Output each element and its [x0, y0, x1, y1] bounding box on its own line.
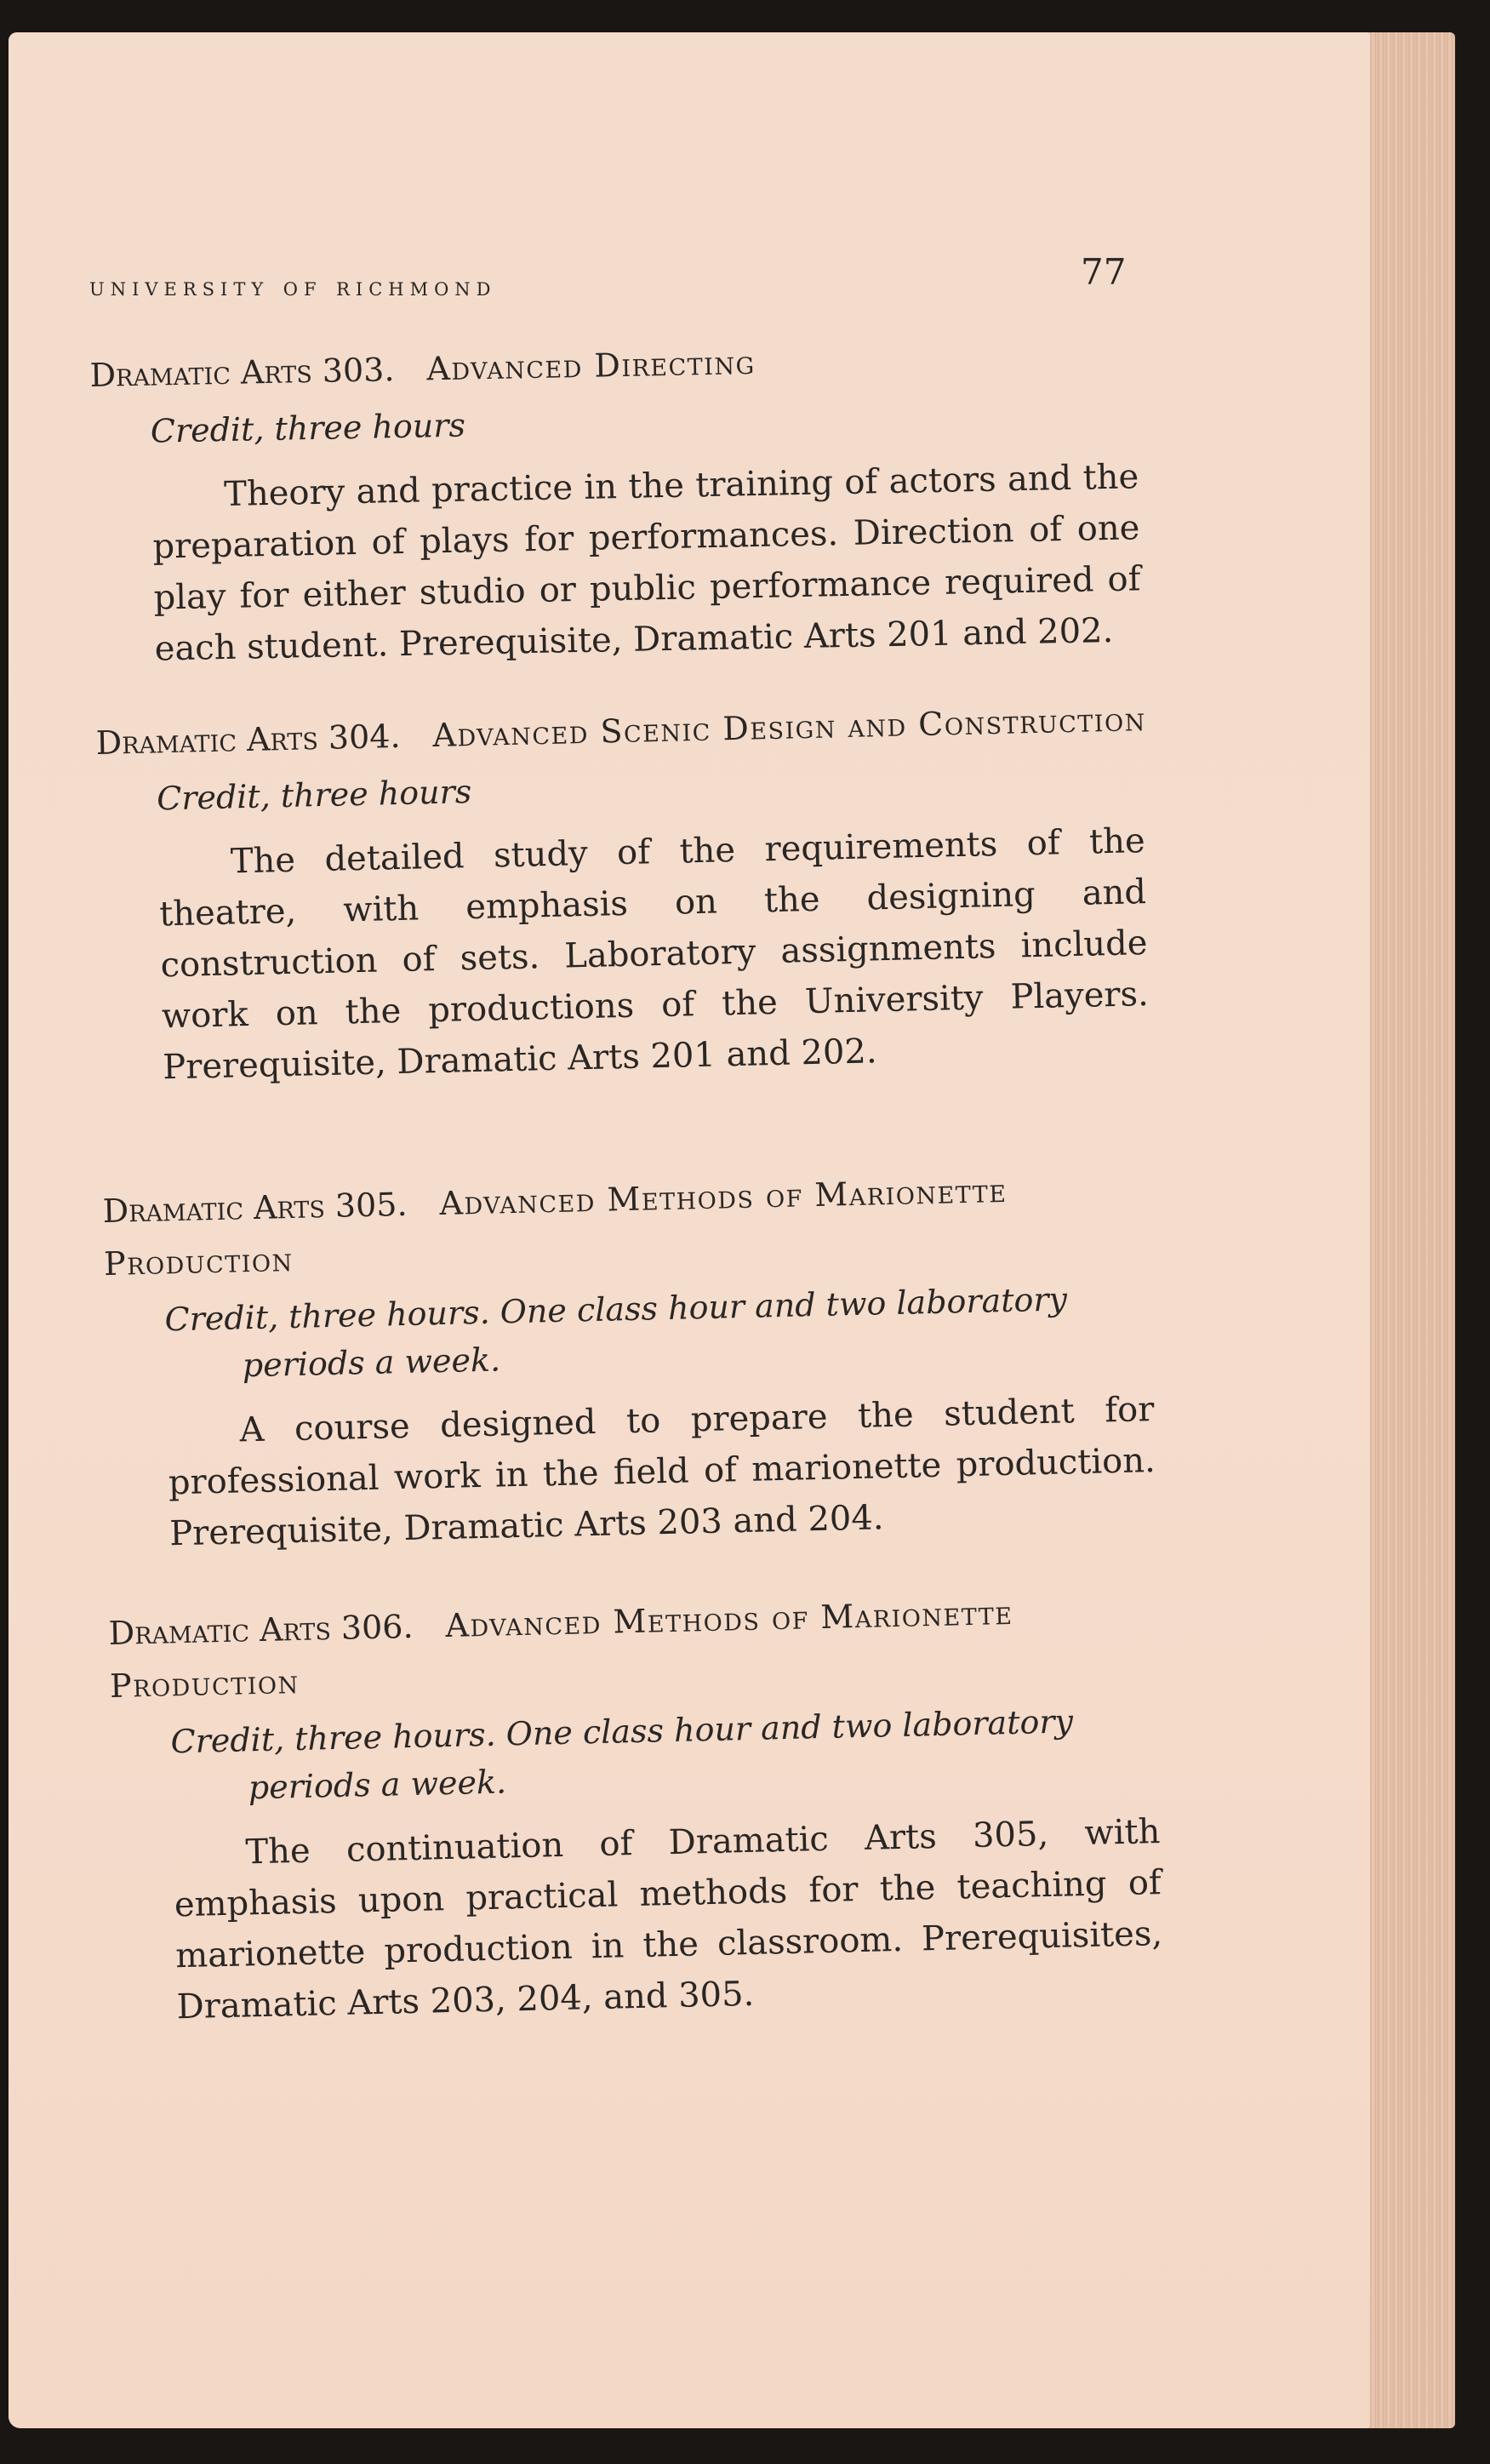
course-credit: Credit, three hours. One class hour and two laboratory periods a week. [170, 1702, 1074, 1807]
course-description: The detailed study of the requirements of the theatre, with emphasis on the designing and construction of sets. Laboratory assignments include work on the productions of the University Players. Prerequisite, Dramatic Arts 201 and 202. [158, 821, 1150, 1088]
course-description: A course designed to prepare the student for professional work in the field of marionette production. Prerequisite, Dramatic Arts 203 and 204. [168, 1390, 1156, 1554]
course-description: The continuation of Dramatic Arts 305, with emphasis upon practical methods for the teaching of marionette production in the classroom. Prerequisites, Dramatic Arts 203, 204, and 305. [174, 1812, 1163, 2027]
course-entry [108, 1583, 1173, 2034]
course-title: Advanced Methods of Marionette Production [103, 1171, 1008, 1283]
running-head: university of richmond [89, 272, 497, 302]
course-credit: Credit, three hours [156, 772, 472, 818]
course-number: Dramatic Arts 306. [108, 1607, 414, 1652]
course-heading [108, 1583, 1165, 1712]
course-credit: Credit, three hours [150, 406, 466, 450]
course-credit: Credit, three hours. One class hour and two laboratory periods a week. [164, 1280, 1068, 1385]
course-entry [102, 1161, 1166, 1561]
course-description: Theory and practice in the training of actors and the preparation of plays for performances. Direction of one play for either studio or public performance required of each student. Prerequisite, Dramatic Arts 201 and 202. [152, 457, 1141, 669]
course-title: Advanced Methods of Marionette Production [109, 1593, 1013, 1705]
course-heading [102, 1161, 1159, 1290]
course-number: Dramatic Arts 303. [89, 351, 395, 394]
course-title: Advanced Scenic Design and Construction [431, 700, 1147, 755]
course-entry [89, 329, 1150, 676]
course-number: Dramatic Arts 305. [102, 1185, 408, 1230]
course-number: Dramatic Arts 304. [95, 717, 401, 762]
course-entry [95, 693, 1159, 1095]
course-title: Advanced Directing [425, 343, 756, 388]
page-number: 77 [1081, 251, 1127, 293]
